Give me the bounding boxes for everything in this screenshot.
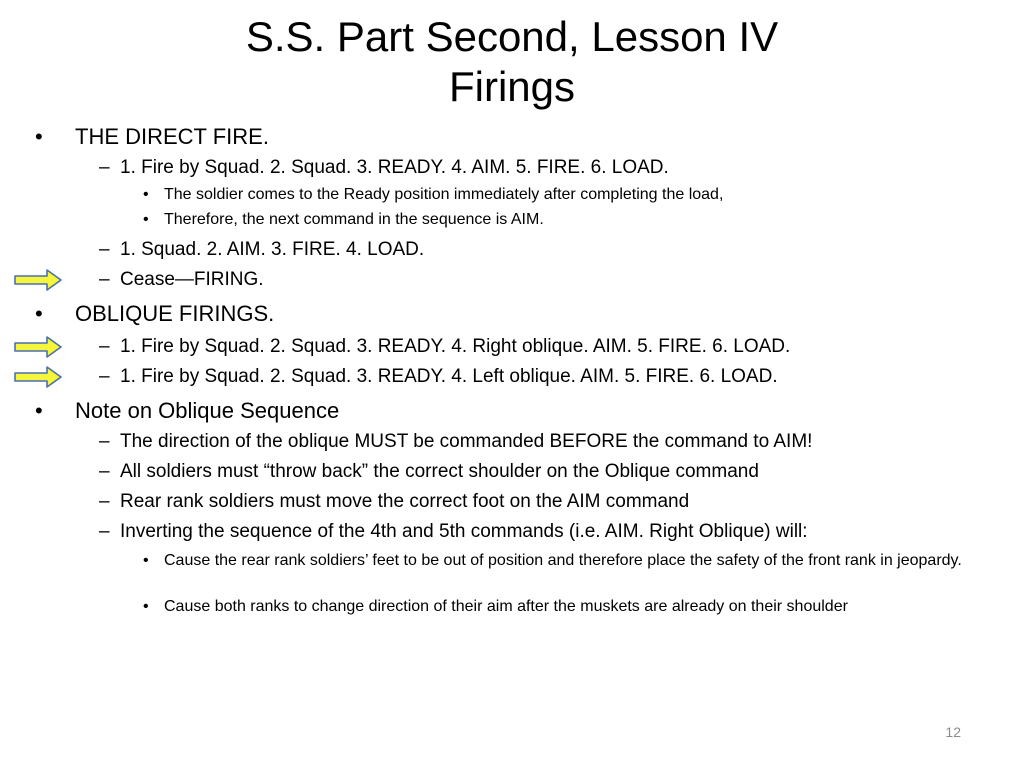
outline-item-level-1: Note on Oblique Sequence <box>75 398 340 423</box>
right-arrow-shape <box>15 270 61 290</box>
dash-level-2-marker: – <box>99 239 110 260</box>
outline-item-level-2: 1. Squad. 2. AIM. 3. FIRE. 4. LOAD. <box>120 239 425 260</box>
outline-item-level-2: Inverting the sequence of the 4th and 5th commands (i.e. AIM. Right Oblique) will: <box>120 521 808 542</box>
right-arrow-shape <box>15 367 61 387</box>
outline-item-level-1: OBLIQUE FIRINGS. <box>75 301 275 326</box>
bullet-level-1-marker: • <box>35 124 43 149</box>
dash-level-2-marker: – <box>99 269 110 290</box>
outline-item-level-3: Cause both ranks to change direction of their aim after the muskets are already on their shoulder <box>164 598 848 615</box>
dash-level-2-marker: – <box>99 157 110 178</box>
dash-level-2-marker: – <box>99 461 110 482</box>
dash-level-2-marker: – <box>99 521 110 542</box>
right-arrow-shape <box>15 337 61 357</box>
bullet-level-3-marker: • <box>143 598 149 615</box>
bullet-level-3-marker: • <box>143 211 149 228</box>
bullet-level-3-marker: • <box>143 186 149 203</box>
outline-item-level-2: Rear rank soldiers must move the correct foot on the AIM command <box>120 491 690 512</box>
outline-item-level-1: THE DIRECT FIRE. <box>75 124 269 149</box>
outline-item-level-2: Cease—FIRING. <box>120 269 264 290</box>
outline-item-level-3: Therefore, the next command in the sequence is AIM. <box>164 211 544 228</box>
slide-title-line-1: S.S. Part Second, Lesson IV <box>245 13 779 60</box>
outline-item-level-2: 1. Fire by Squad. 2. Squad. 3. READY. 4. Right oblique. AIM. 5. FIRE. 6. LOAD. <box>120 336 791 357</box>
right-arrow-icon <box>14 366 62 388</box>
bullet-level-3-marker: • <box>143 552 149 569</box>
page-number: 12 <box>945 724 961 740</box>
right-arrow-icon <box>14 269 62 291</box>
dash-level-2-marker: – <box>99 336 110 357</box>
slide-title-line-2: Firings <box>448 63 576 110</box>
right-arrow-icon <box>14 336 62 358</box>
dash-level-2-marker: – <box>99 366 110 387</box>
bullet-level-1-marker: • <box>35 398 43 423</box>
dash-level-2-marker: – <box>99 431 110 452</box>
bullet-level-1-marker: • <box>35 301 43 326</box>
outline-item-level-2: 1. Fire by Squad. 2. Squad. 3. READY. 4. Left oblique. AIM. 5. FIRE. 6. LOAD. <box>120 366 778 387</box>
outline-item-level-2: All soldiers must “throw back” the correct shoulder on the Oblique command <box>120 461 759 482</box>
outline-item-level-3: The soldier comes to the Ready position immediately after completing the load, <box>164 186 724 203</box>
dash-level-2-marker: – <box>99 491 110 512</box>
outline-item-level-2: The direction of the oblique MUST be commanded BEFORE the command to AIM! <box>120 431 813 452</box>
outline-item-level-2: 1. Fire by Squad. 2. Squad. 3. READY. 4. AIM. 5. FIRE. 6. LOAD. <box>120 157 669 178</box>
outline-item-level-3: Cause the rear rank soldiers’ feet to be out of position and therefore place the safety of the front rank in jeopardy. <box>164 552 962 569</box>
